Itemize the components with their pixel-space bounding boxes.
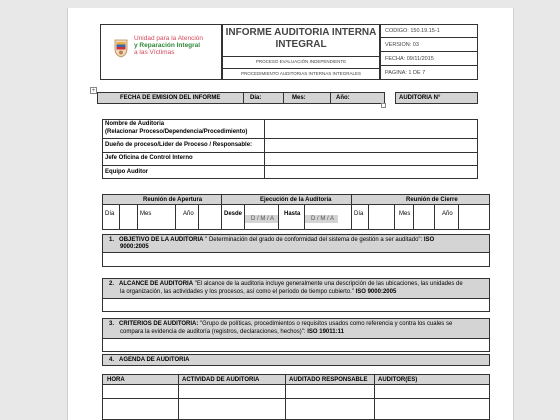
dates-subdivider [413, 205, 414, 230]
agenda-auditores-header: AUDITOR(ES) [378, 377, 418, 383]
process-name: PROCESO EVALUACIÓN INDEPENDIENTE [255, 59, 347, 64]
cierre-ano: Año [442, 211, 453, 217]
dates-subdivider [394, 205, 395, 230]
info-row-divider [102, 152, 478, 153]
audit-info-table [102, 119, 478, 179]
apertura-ano: Año [183, 211, 194, 217]
cierre-dia: Día [354, 211, 364, 217]
desde-format-hint: D / M / A [251, 216, 275, 222]
emission-ano: Año: [336, 95, 350, 101]
emission-divider [330, 92, 331, 104]
colombia-shield-icon [113, 38, 129, 58]
title-divider-2 [222, 68, 380, 69]
table-resize-handle[interactable] [381, 103, 386, 108]
alcance-text: 2. ALCANCE DE AUDITORIA "El alcance de la auditoria incluye generalmente una descripción de las ubicaciones, las unidades de [109, 281, 463, 287]
document-title: INFORME AUDITORIA INTERNA INTEGRAL [225, 27, 377, 50]
logo-text: Unidad para la Atención y Reparación Integral a las Víctimas [134, 35, 204, 57]
apertura-mes: Mes [140, 211, 152, 217]
emission-dia: Día: [250, 95, 262, 101]
fecha-row [380, 52, 478, 66]
version-row [380, 38, 478, 52]
nombre-sublabel: (Relacionar Proceso/Dependencia/Procedimiento) [105, 129, 248, 135]
ejecucion-hasta: Hasta [284, 211, 301, 217]
dates-subdivider [278, 205, 279, 230]
dates-subdivider [434, 205, 435, 230]
dates-subdivider [368, 205, 369, 230]
apertura-dia: Día [105, 211, 115, 217]
dates-col-divider [351, 194, 352, 230]
table-move-handle-icon[interactable]: + [91, 88, 96, 94]
dates-subdivider [458, 205, 459, 230]
document-page [67, 8, 514, 420]
nombre-label: Nombre de Auditoria [105, 121, 165, 127]
cierre-header: Reunión de Cierre [406, 197, 458, 203]
emission-divider [283, 92, 284, 104]
ejecucion-desde: Desde [224, 211, 243, 217]
info-col-divider [264, 119, 265, 179]
agenda-col-divider [374, 374, 375, 420]
agenda-responsable-header: AUDITADO RESPONSABLE [289, 377, 368, 383]
ejecucion-header: Ejecución de la Auditoría [260, 197, 332, 203]
dates-subdivider [175, 205, 176, 230]
agenda-col-divider [285, 374, 286, 420]
pagina-row [380, 66, 478, 80]
pagina-text: PAGINA: 1 DE 7 [385, 70, 426, 76]
version-text: VERSION: 03 [385, 42, 419, 48]
emission-divider [243, 92, 244, 104]
cierre-mes: Mes [399, 211, 411, 217]
title-divider [222, 56, 380, 57]
agenda-row-divider [102, 398, 490, 399]
procedure-name: PROCEDIMIENTO AUDITORIAS INTERNAS INTEGRALES [240, 71, 362, 76]
emission-label: FECHA DE EMISION DEL INFORME [120, 95, 221, 101]
agenda-actividad-header: ACTIVIDAD DE AUDITORIA [182, 377, 260, 383]
dates-subdivider [119, 205, 120, 230]
dueno-label: Dueño de proceso/Líder de Proceso / Responsable: [105, 142, 253, 148]
criterios-text: 3. CRITERIOS DE AUDITORIA: "Grupo de políticas, procedimientos o requisitos usados como referencia y contra los cuales se [109, 321, 453, 327]
agenda-col-divider [178, 374, 179, 420]
equipo-label: Equipo Auditor [105, 169, 149, 175]
auditoria-number-label: AUDITORIA N° [399, 95, 441, 101]
dates-subdivider [198, 205, 199, 230]
info-row-divider [102, 165, 478, 166]
codigo-text: CODIGO: 150.19.15-1 [385, 28, 440, 34]
agenda-hora-header: HORA [107, 377, 125, 383]
emission-mes: Mes: [292, 95, 306, 101]
agenda-title: 4. AGENDA DE AUDITORIA [109, 357, 190, 363]
alcance-text-2: la organización, las actividades y los procesos, así como el período de tiempo cubierto." ISO 9000:2005 [120, 289, 397, 295]
objetivo-text: 1. OBJETIVO DE LA AUDITORIA " Determinación del grado de conformidad del sistema de gestión a ser auditado": ISO [109, 237, 435, 243]
apertura-header: Reunión de Apertura [143, 197, 203, 203]
codigo-row [380, 24, 478, 38]
info-row-divider [102, 138, 478, 139]
dates-col-divider [221, 194, 222, 230]
criterios-text-2: compara la evidencia de auditoría (registros, declaraciones, hechos)": ISO 19011:11 [120, 329, 344, 335]
hasta-format-hint: D / M / A [311, 216, 335, 222]
dates-subdivider [137, 205, 138, 230]
objetivo-iso: 9000:2005 [120, 244, 149, 250]
fecha-text: FECHA: 09/11/2015 [385, 56, 434, 62]
jefe-label: Jefe Oficina de Control Interno [105, 155, 193, 161]
